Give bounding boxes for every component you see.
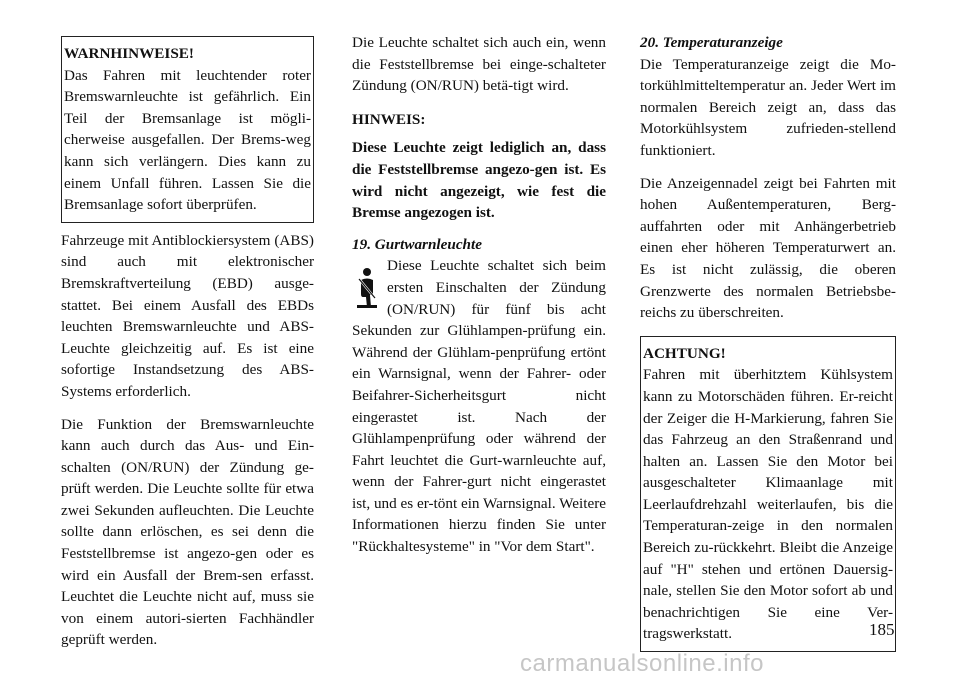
- seatbelt-text: Diese Leuchte schaltet sich beim ersten Einschalten der Zündung (ON/RUN) für fünf bis acht Sekunden zur Glühlampen-prüfung ein. Während der Glühlam-penprüfung ertönt ein Warnsignal, wenn der Fahrer- oder Beifahrer-Sicherheitsgurt nicht eingerastet ist. Nach der Glühlampenprüfung oder während der Fahrt leuchtet die Gurt-warnleuchte auf, wenn der Fahrer-gurt nicht eingerastet ist, und es er-tönt ein Warnsignal. Weitere Informationen hierzu finden Sie unter "Rückhaltesysteme" in "Vor dem Start".: [352, 257, 606, 556]
- warning-text: Das Fahren mit leuchtender roter Bremswarnleuchte ist gefährlich. Ein Teil der Bremsanlage ist mögli-cherweise ausgefallen. Der Brems-weg kann sich verlängern. Dies kann zu einem Unfall führen. Lassen Sie die Bremsanlage sofort überprüfen.: [64, 66, 311, 214]
- note-text: Diese Leuchte zeigt lediglich an, dass die Feststellbremse angezo-gen ist. Es wird nicht angezeigt, wie fest die Bremse angezogen ist.: [352, 139, 606, 222]
- watermark: carmanualsonline.info: [520, 650, 764, 677]
- note-title: HINWEIS:: [352, 110, 426, 128]
- abs-paragraph: Fahrzeuge mit Antiblockiersystem (ABS) sind auch mit elektronischer Bremskraftverteilung (EBD) ausge-stattet. Bei einem Ausfall des EBDs leuchten Bremswarnleuchte und ABS-Leuchte gleichzeitig auf. Es ist eine sofortige Instandsetzung des ABS-Systems erforderlich.: [61, 231, 314, 400]
- brake-light-check-paragraph: Die Funktion der Bremswarnleuchte kann auch durch das Aus- und Ein-schalten (ON/RUN) der Zündung ge-prüft werden. Die Leuchte sollte für etwa zwei Sekunden aufleuchten. Die Leuchte sollte dann erlöschen, es sei denn die Feststellbremse ist angezo-gen oder es wird ein Ausfall der Brem-sen erfasst. Leuchtet die Leuchte nicht auf, muss sie von einem autori-sierten Fachhändler geprüft werden.: [61, 415, 314, 649]
- seatbelt-section: [352, 255, 606, 568]
- caution-title: ACHTUNG!: [643, 344, 726, 362]
- section-title-seatbelt: 19. Gurtwarnleuchte: [352, 235, 482, 253]
- caution-text: Fahren mit überhitztem Kühlsystem kann zu Motorschäden führen. Er-reicht der Zeiger die H-Markierung, fahren Sie das Fahrzeug an den Straßenrand und halten an. Lassen Sie den Motor bei ausgeschalteter Klimaanlage mit Leerlaufdrehzahl weiterlaufen, bis die Temperaturan-zeige in den normalen Bereich zu-rückkehrt. Bleibt die Anzeige auf "H" stehen und ertönen Dauersig-nale, stellen Sie den Motor sofort ab und benachrichtigen Sie eine Ver-tragswerkstatt.: [643, 366, 893, 643]
- caution-box: [640, 336, 896, 652]
- column-left: [61, 32, 314, 662]
- column-middle: [352, 32, 606, 569]
- column-right: [640, 32, 896, 659]
- warning-box: [61, 36, 314, 223]
- section-title-temperature: 20. Temperaturanzeige: [640, 34, 783, 51]
- seatbelt-warning-icon: [356, 267, 378, 309]
- page-number: 185: [869, 620, 895, 639]
- warning-title: WARNHINWEISE!: [64, 45, 194, 62]
- parking-brake-paragraph: Die Leuchte schaltet sich auch ein, wenn die Feststellbremse bei einge-schalteter Zündung (ON/RUN) betä-tigt wird.: [352, 34, 606, 95]
- temperature-paragraph-1: Die Temperaturanzeige zeigt die Mo-torkühlmitteltemperatur an. Jeder Wert im normalen Bereich zeigt an, dass das Motorkühlsystem zufrieden-stellend funktioniert.: [640, 55, 896, 159]
- temperature-paragraph-2: Die Anzeigennadel zeigt bei Fahrten mit hohen Außentemperaturen, Berg-auffahrten oder mit Anhängerbetrieb einen eher höheren Temperaturwert an. Es ist nicht zulässig, die oberen Grenzwerte des normalen Betriebsbe-reichs zu überschreiten.: [640, 174, 896, 322]
